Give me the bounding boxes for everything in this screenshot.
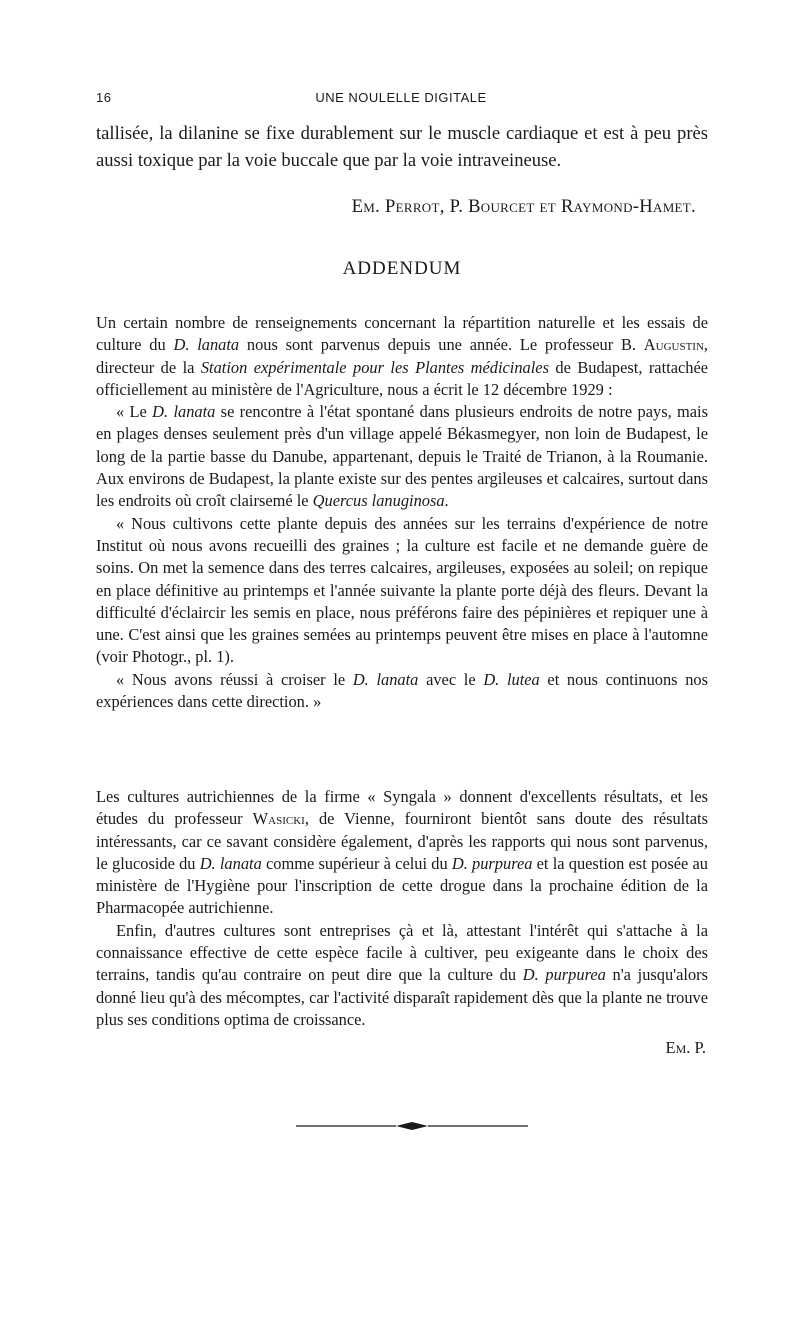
page-number: 16: [96, 90, 112, 105]
closing-body: [96, 786, 708, 1031]
addendum-body: [96, 312, 708, 713]
running-header: [96, 90, 706, 110]
closing-signature: Em. P.: [665, 1038, 706, 1057]
top-paragraph-block: [96, 120, 708, 174]
paragraph-austrian-cultures: Les cultures autrichiennes de la firme « Syngala » donnent d'excellents résultats, et les études du professeur Wasicki, de Vienne, fourniront bientôt sans doute des résultats intéressants, car ce savant considère également, d'après les rapports qui nous sont parvenus, le glucoside du D. lanata comme supérieur à celui du D. purpurea et la question est posée au ministère de l'Hygiène pour l'inscription de cette drogue dans la prochaine édition de la Pharmacopée autrichienne.: [96, 787, 708, 918]
paragraph-quote-2: « Nous cultivons cette plante depuis des années sur les terrains d'expérience de notre Institut où nous avons recueilli des graines ; la culture est facile et ne demande guère de soins. On met la semence dans des terres calcaires, argileuses, exposées au soleil; on repique en place définitive au printemps et l'année suivante la plante porte déjà des fleurs. Devant la difficulté d'éclaircir les semis en place, nous préférons faire des pépinières et repiquer une à une. C'est ainsi que les graines semées au printemps peuvent être mises en place à l'automne (voir Photogr., pl. 1).: [96, 513, 708, 667]
authors-signature: Em. Perrot, P. Bourcet et Raymond-Hamet.: [351, 196, 696, 217]
end-ornament-divider: [296, 1120, 528, 1132]
paragraph-other-cultures: Enfin, d'autres cultures sont entreprises çà et là, attestant l'intérêt qui s'attache à la connaissance effective de cette espèce facile à cultiver, peu exigeante dans le choix des terrains, tandis qu'au contraire on peut dire que la culture du D. purpurea n'a jusqu'alors donné lieu qu'à des mécomptes, car l'activité disparaît rapidement dès que la plante ne trouve plus ses conditions optima de croissance.: [96, 920, 708, 1029]
paragraph-quote-1: « Le D. lanata se rencontre à l'état spontané dans plusieurs endroits de notre pays, mais en plages denses seulement près d'un village appelé Békasmegyer, non loin de Budapest, le long de la partie basse du Danube, appartenant, depuis le Traité de Trianon, à la Roumanie. Aux environs de Budapest, la plante existe sur des pentes argileuses et calcaires, surtout dans les endroits où croît clairsemé le Quercus lanuginosa.: [96, 402, 708, 511]
top-paragraph: tallisée, la dilanine se fixe durablement sur le muscle cardiaque et est à peu près aussi toxique par la voie buccale que par la voie intraveineuse.: [96, 123, 708, 171]
addendum-heading: ADDENDUM: [342, 258, 462, 279]
paragraph-intro: Un certain nombre de renseignements concernant la répartition naturelle et les essais de culture du D. lanata nous sont parvenus depuis une année. Le professeur B. Augustin, directeur de la Station expérimentale pour les Plantes médicinales de Budapest, rattachée officiellement au ministère de l'Agriculture, nous a écrit le 12 décembre 1929 :: [96, 313, 709, 399]
running-title: UNE NOULELLE DIGITALE: [315, 90, 487, 105]
paragraph-quote-3: « Nous avons réussi à croiser le D. lanata avec le D. lutea et nous continuons nos expériences dans cette direction. »: [96, 669, 708, 712]
